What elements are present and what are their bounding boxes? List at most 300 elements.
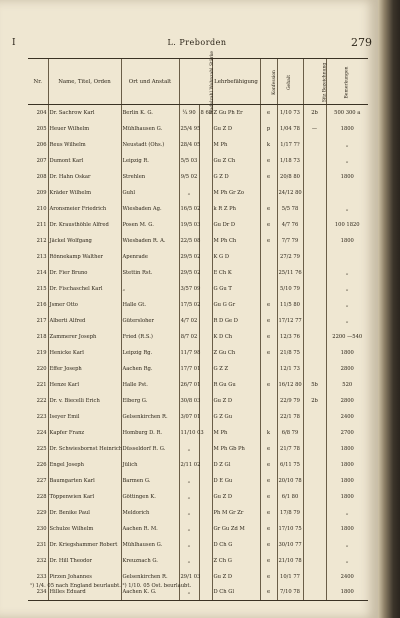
row-confession — [260, 409, 277, 425]
row-salary-date: 12/1 73 — [277, 361, 303, 377]
row-date-b — [199, 249, 212, 265]
row-number: 210 — [36, 205, 47, 212]
table-row — [28, 169, 368, 185]
row-date-a: „ — [179, 185, 199, 201]
row-remarks: 1800 — [326, 345, 368, 361]
page-left-marker: I — [12, 38, 16, 48]
row-number: 206 — [36, 141, 47, 148]
row-date-a: 11/10 03 — [179, 425, 199, 441]
row-seat — [303, 489, 326, 505]
row-name: Dr. Fischaschel Karl — [48, 281, 121, 297]
table-row — [28, 201, 368, 217]
row-confession: e — [260, 553, 277, 569]
row-date-a: 8/7 02 — [179, 329, 199, 345]
col-header-gehalt — [277, 59, 303, 105]
row-remarks: 2800 — [326, 361, 368, 377]
row-seat — [303, 473, 326, 489]
row-remarks — [326, 249, 368, 265]
row-confession: e — [260, 585, 277, 601]
row-qualification: E Ch K — [212, 265, 260, 281]
row-date-b — [199, 217, 212, 233]
row-confession: e — [260, 105, 277, 121]
row-date-b — [199, 153, 212, 169]
row-remarks: „ — [326, 281, 368, 297]
row-salary-date: 11/5 80 — [277, 297, 303, 313]
row-date-a: 11/7 98 — [179, 345, 199, 361]
row-name: Dr. Fier Bruno — [48, 265, 121, 281]
row-seat: 2b — [303, 393, 326, 409]
row-confession: e — [260, 377, 277, 393]
row-salary-date: 1/10 73 — [277, 105, 303, 121]
row-number: 234 — [28, 585, 48, 601]
row-number: 230 — [36, 525, 47, 532]
row-qualification: D Ch G — [212, 537, 260, 553]
row-place: Homburg D. R. — [121, 425, 179, 441]
row-date-a: 26/7 01 — [179, 377, 199, 393]
table-row — [28, 313, 368, 329]
col-label: Bemerkungen — [344, 65, 350, 99]
row-seat: 5b — [303, 377, 326, 393]
row-salary-date: 5/5 78 — [277, 201, 303, 217]
row-confession: e — [260, 297, 277, 313]
col-label: Name, Titel, Orden — [58, 78, 111, 85]
row-date-b — [199, 329, 212, 345]
row-remarks: „ — [326, 265, 368, 281]
table-row — [28, 329, 368, 345]
row-place: Barmen G. — [121, 473, 179, 489]
row-seat — [303, 425, 326, 441]
row-seat — [303, 249, 326, 265]
col-header-sitz — [303, 59, 326, 105]
register-table — [28, 50, 368, 601]
page-title: L. Preborden — [167, 38, 227, 47]
row-remarks: „ — [326, 313, 368, 329]
row-name: Jsmer Otto — [48, 297, 121, 313]
row-number: 215 — [36, 285, 47, 292]
row-salary-date: 12/3 76 — [277, 329, 303, 345]
row-name: Henze Karl — [48, 377, 121, 393]
row-number: 204 — [36, 109, 47, 116]
table-row — [28, 137, 368, 153]
row-salary-date: 17/10 75 — [277, 521, 303, 537]
col-header-bem — [326, 59, 368, 105]
row-name: Kapfer Franz — [48, 425, 121, 441]
row-number: 213 — [36, 253, 47, 260]
row-number: 218 — [36, 333, 47, 340]
col-header-lehr — [212, 59, 260, 105]
table-row — [28, 185, 368, 201]
row-number: 224 — [36, 429, 47, 436]
row-seat — [303, 457, 326, 473]
row-confession — [260, 281, 277, 297]
row-remarks: 2200 —540 — [326, 329, 368, 345]
row-date-b — [199, 233, 212, 249]
row-name: Zammerer Joseph — [48, 329, 121, 345]
col-label: Konfession — [271, 69, 277, 95]
row-seat — [303, 409, 326, 425]
table-row — [28, 345, 368, 361]
row-seat — [303, 553, 326, 569]
row-remarks: 1800 — [326, 585, 368, 601]
row-remarks: 100 1820 — [326, 217, 368, 233]
row-confession: e — [260, 153, 277, 169]
row-name: Iseyer Emil — [48, 409, 121, 425]
row-qualification: D E Gu — [212, 473, 260, 489]
row-qualification: Z Ch G — [212, 553, 260, 569]
row-salary-date: 21/7 78 — [277, 441, 303, 457]
row-name: Dr. Sachrow Karl — [48, 105, 121, 121]
row-seat — [303, 505, 326, 521]
row-date-a: 2/11 02 — [179, 457, 199, 473]
row-name: Dr. Hill Theodor — [48, 553, 121, 569]
table-row — [28, 393, 368, 409]
row-remarks: „ — [326, 553, 368, 569]
row-number: 219 — [36, 349, 47, 356]
row-name: Schulze Wilhelm — [48, 521, 121, 537]
row-salary-date: 6/1 80 — [277, 489, 303, 505]
row-name: Dr. Kriegshammer Robert — [48, 537, 121, 553]
row-salary-date: 24/12 80 — [277, 185, 303, 201]
row-confession: k — [260, 425, 277, 441]
row-date-a: 29/1 03 — [179, 569, 199, 585]
row-date-a: „ — [179, 553, 199, 569]
row-date-a: 29/5 02 — [179, 249, 199, 265]
row-date-a: „ — [179, 537, 199, 553]
row-salary-date: 10/1 77 — [277, 569, 303, 585]
row-salary-date: 17/8 79 — [277, 505, 303, 521]
table-row — [28, 105, 368, 121]
book-edge — [378, 0, 400, 618]
table-header-row — [28, 59, 368, 105]
row-qualification: D Z Gl — [212, 457, 260, 473]
row-remarks: 1800 — [326, 473, 368, 489]
row-salary-date: 20/8 80 — [277, 169, 303, 185]
row-date-b — [199, 121, 212, 137]
row-salary-date: 21/10 78 — [277, 553, 303, 569]
row-name: Hilles Eduard — [48, 585, 121, 601]
row-name: Heuer Wilhelm — [48, 121, 121, 137]
row-place: Gütersloher — [121, 313, 179, 329]
row-salary-date: 4/7 76 — [277, 217, 303, 233]
row-place: Meldorich — [121, 505, 179, 521]
row-qualification: G Z Z — [212, 361, 260, 377]
row-date-a: „ — [179, 521, 199, 537]
table-row — [28, 425, 368, 441]
row-remarks: 1800 — [326, 441, 368, 457]
row-seat — [303, 153, 326, 169]
row-place: Apenrade — [121, 249, 179, 265]
table-row — [28, 521, 368, 537]
row-confession — [260, 361, 277, 377]
row-seat — [303, 313, 326, 329]
table-row — [28, 457, 368, 473]
row-qualification: Gu Z D — [212, 489, 260, 505]
table-row — [28, 505, 368, 521]
row-place: Elberg G. — [121, 393, 179, 409]
row-place: Kreuznach G. — [121, 553, 179, 569]
row-name: Dr. Schwiesbornst Heinrich — [48, 441, 121, 457]
col-header-konf — [260, 59, 277, 105]
row-seat — [303, 297, 326, 313]
row-seat — [303, 169, 326, 185]
row-place: Jülich — [121, 457, 179, 473]
row-confession: e — [260, 345, 277, 361]
row-qualification: D Ch Gl — [212, 585, 260, 601]
row-number: 220 — [36, 365, 47, 372]
row-place: Düsseldorf R. G. — [121, 441, 179, 457]
row-date-b — [199, 521, 212, 537]
row-salary-date: 20/10 78 — [277, 473, 303, 489]
row-qualification: M Ph Ch — [212, 233, 260, 249]
row-name: Engel Joseph — [48, 457, 121, 473]
row-remarks: 1800 — [326, 521, 368, 537]
row-remarks: „ — [326, 537, 368, 553]
row-qualification: Gu Z D — [212, 569, 260, 585]
row-place: Wiesbaden R. A. — [121, 233, 179, 249]
col-label: Gehalt — [287, 74, 293, 90]
row-place: Guhl — [121, 185, 179, 201]
row-date-a: 16/5 02 — [179, 201, 199, 217]
col-label: Nadelzahl Wohnzahl Stärke — [209, 50, 215, 114]
row-date-a: 29/5 02 — [179, 265, 199, 281]
row-seat — [303, 217, 326, 233]
row-salary-date: 1/17 7? — [277, 137, 303, 153]
row-remarks: „ — [326, 137, 368, 153]
table-row — [28, 377, 368, 393]
row-seat — [303, 137, 326, 153]
row-number: 212 — [36, 237, 47, 244]
row-place: Mühlhausen G. — [121, 121, 179, 137]
row-name: Pirzen Johannes — [48, 569, 121, 585]
row-qualification: Gr Gu Zd M — [212, 521, 260, 537]
row-name: Jäckel Wolfgang — [48, 233, 121, 249]
col-label: Ort und Anstalt — [128, 78, 172, 85]
row-seat — [303, 201, 326, 217]
row-date-b — [199, 297, 212, 313]
row-place: Halle Gt. — [121, 297, 179, 313]
row-place: Gelsenkirchen R. — [121, 569, 179, 585]
row-date-a: 9/5 02 — [179, 169, 199, 185]
row-number: 231 — [36, 541, 47, 548]
table-row — [28, 233, 368, 249]
row-remarks: 2400 — [326, 569, 368, 585]
row-confession: e — [260, 329, 277, 345]
row-name: Rönnekamp Walther — [48, 249, 121, 265]
row-place: Aachen Rg. — [121, 361, 179, 377]
row-date-b — [199, 393, 212, 409]
row-salary-date: 7/10 78 — [277, 585, 303, 601]
row-place: „ — [121, 281, 179, 297]
table-row — [28, 153, 368, 169]
row-remarks: „ — [326, 297, 368, 313]
row-number: 223 — [36, 413, 47, 420]
page-header — [12, 36, 372, 50]
row-salary-date: 21/8 75 — [277, 345, 303, 361]
row-remarks: 500 300 a — [326, 105, 368, 121]
row-confession: e — [260, 473, 277, 489]
row-number: 225 — [36, 445, 47, 452]
row-confession: e — [260, 313, 277, 329]
row-qualification: Ph M Gr Zr — [212, 505, 260, 521]
table-row — [28, 553, 368, 569]
row-qualification: Gu Z Ch — [212, 153, 260, 169]
row-remarks — [326, 185, 368, 201]
row-place: Leipzig R. — [121, 153, 179, 169]
row-confession: e — [260, 537, 277, 553]
row-date-b — [199, 281, 212, 297]
row-number: 221 — [36, 381, 47, 388]
row-salary-date: 22/9 79 — [277, 393, 303, 409]
row-remarks: 1800 — [326, 457, 368, 473]
col-label: Sitz Bezeichnung — [321, 62, 327, 102]
row-salary-date: 16/12 80 — [277, 377, 303, 393]
row-name: Dr. v. Biecelli Erich — [48, 393, 121, 409]
row-place: Leipzig Rg. — [121, 345, 179, 361]
row-date-a: 3/57 09 — [179, 281, 199, 297]
table-row — [28, 441, 368, 457]
row-seat — [303, 265, 326, 281]
row-confession: e — [260, 233, 277, 249]
row-date-a: 5/5 03 — [179, 153, 199, 169]
row-confession: e — [260, 505, 277, 521]
row-number: 207 — [36, 157, 47, 164]
row-place: Neustadt (Ohs.) — [121, 137, 179, 153]
row-confession: e — [260, 441, 277, 457]
row-date-b — [199, 345, 212, 361]
table-row — [28, 249, 368, 265]
row-date-a: „ — [179, 505, 199, 521]
row-seat — [303, 361, 326, 377]
row-date-a: 19/5 03 — [179, 217, 199, 233]
table-row — [28, 217, 368, 233]
row-place: Stettin Rst. — [121, 265, 179, 281]
row-place: Berlin K. G. — [121, 105, 179, 121]
row-date-b — [199, 169, 212, 185]
row-date-a: „ — [179, 585, 199, 601]
row-qualification: M Ph — [212, 137, 260, 153]
row-name: Effer Joseph — [48, 361, 121, 377]
row-number: 208 — [36, 173, 47, 180]
row-qualification: Gu Z D — [212, 393, 260, 409]
row-seat: — — [303, 121, 326, 137]
row-date-b — [199, 457, 212, 473]
row-salary-date: 22/1 78 — [277, 409, 303, 425]
row-confession — [260, 265, 277, 281]
row-seat — [303, 537, 326, 553]
col-label: Nr. — [33, 78, 42, 85]
row-confession — [260, 249, 277, 265]
row-date-b — [199, 361, 212, 377]
row-number: 227 — [36, 477, 47, 484]
row-confession: e — [260, 201, 277, 217]
table-row — [28, 473, 368, 489]
row-place: Mühlhausen G. — [121, 537, 179, 553]
row-number: 216 — [36, 301, 47, 308]
row-seat: 2b — [303, 105, 326, 121]
row-qualification: Gu Dr D — [212, 217, 260, 233]
row-seat — [303, 185, 326, 201]
row-date-b — [199, 185, 212, 201]
row-place: Gelsenkirchen R. — [121, 409, 179, 425]
row-confession — [260, 185, 277, 201]
row-confession: e — [260, 169, 277, 185]
row-qualification: k R Z Ph — [212, 201, 260, 217]
row-date-b — [199, 137, 212, 153]
row-salary-date: 5/10 79 — [277, 281, 303, 297]
row-date-b — [199, 313, 212, 329]
row-qualification: G Z Gu — [212, 409, 260, 425]
row-remarks: 2400 — [326, 409, 368, 425]
row-remarks: 2800 — [326, 393, 368, 409]
col-header-nr — [28, 59, 48, 105]
row-name: Baumgarten Karl — [48, 473, 121, 489]
row-name: Töppenwien Karl — [48, 489, 121, 505]
row-place: Wiesbaden Ag. — [121, 201, 179, 217]
row-date-a: „ — [179, 473, 199, 489]
row-date-b — [199, 537, 212, 553]
row-confession: k — [260, 137, 277, 153]
row-qualification: Gu G Gr — [212, 297, 260, 313]
row-confession: e — [260, 489, 277, 505]
row-name: Henicke Karl — [48, 345, 121, 361]
row-number: 228 — [36, 493, 47, 500]
row-qualification: K D Ch — [212, 329, 260, 345]
row-number: 229 — [36, 509, 47, 516]
row-date-a: 25/4 95 — [179, 121, 199, 137]
row-name: Aronsmeier Friedrich — [48, 201, 121, 217]
col-header-name — [48, 59, 121, 105]
row-number: 217 — [36, 317, 47, 324]
row-remarks: „ — [326, 505, 368, 521]
row-salary-date: 17/12 77 — [277, 313, 303, 329]
table-row — [28, 361, 368, 377]
row-confession: e — [260, 569, 277, 585]
table-row — [28, 121, 368, 137]
row-salary-date: 30/10 77 — [277, 537, 303, 553]
row-confession: e — [260, 521, 277, 537]
col-header-ort — [121, 59, 179, 105]
row-place: Aachen R. M. — [121, 521, 179, 537]
col-label: Lehrbefähigung — [214, 78, 258, 85]
row-date-b — [199, 441, 212, 457]
row-qualification: Gu Z D — [212, 121, 260, 137]
row-date-a: 3/07 01 — [179, 409, 199, 425]
row-number: 214 — [36, 269, 47, 276]
row-name: Dumont Karl — [48, 153, 121, 169]
row-place: Aachen K. G. — [121, 585, 179, 601]
table-row — [28, 297, 368, 313]
row-qualification: K G D — [212, 249, 260, 265]
row-salary-date: 25/11 76 — [277, 265, 303, 281]
row-qualification: R Gu Gu — [212, 377, 260, 393]
row-date-a: 17/5 02 — [179, 297, 199, 313]
row-qualification: M Ph Gb Ph — [212, 441, 260, 457]
row-seat — [303, 281, 326, 297]
row-salary-date: 6/11 75 — [277, 457, 303, 473]
row-date-b: 8 68 — [199, 105, 212, 121]
row-remarks: 1800 — [326, 233, 368, 249]
row-place: Strehlen — [121, 169, 179, 185]
row-seat — [303, 329, 326, 345]
row-date-b — [199, 505, 212, 521]
row-qualification: Z Gu Ph Er — [212, 105, 260, 121]
row-name: Dr. Hahn Oskar — [48, 169, 121, 185]
row-seat — [303, 233, 326, 249]
row-qualification: G Z D — [212, 169, 260, 185]
row-qualification: M Ph Gr Zo — [212, 185, 260, 201]
row-name: Reus Wilhelm — [48, 137, 121, 153]
row-place: Fried (R.S.) — [121, 329, 179, 345]
